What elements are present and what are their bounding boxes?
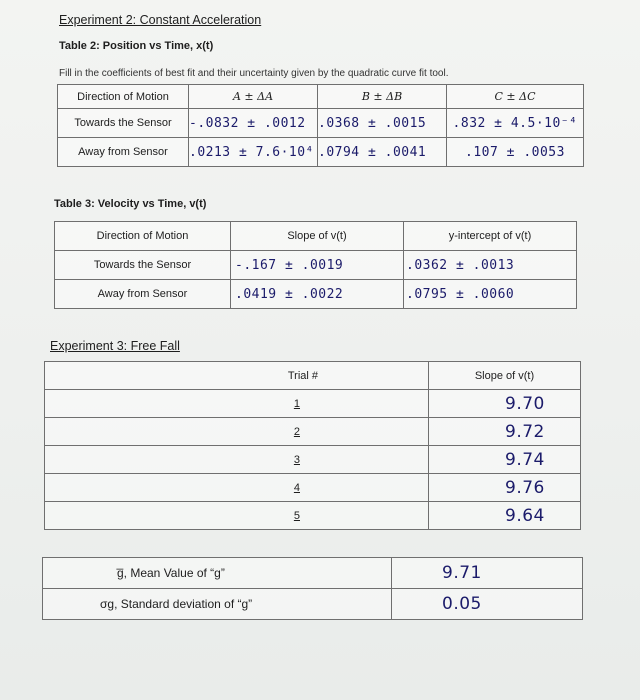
trial-number-cell: 2 (45, 418, 429, 446)
slope-cell: 9.74 (429, 446, 581, 474)
mean-g-label: g̅, Mean Value of “g” (43, 558, 392, 589)
intercept-cell: .0362 ± .0013 (404, 251, 577, 280)
trial-number-cell: 3 (45, 446, 429, 474)
std-dev-value: 0.05 (392, 589, 583, 620)
table-row (55, 251, 577, 280)
summary-table (42, 557, 583, 620)
trial-number-cell: 4 (45, 474, 429, 502)
slope-cell: -.167 ± .0019 (231, 251, 404, 280)
table-row (45, 418, 581, 446)
column-header-c: C ± ΔC (447, 85, 584, 109)
column-header-direction: Direction of Motion (55, 222, 231, 251)
column-header-slope: Slope of v(t) (231, 222, 404, 251)
column-header-slope: Slope of v(t) (429, 362, 581, 390)
slope-cell: 9.64 (429, 502, 581, 530)
table-row (55, 280, 577, 309)
position-table (57, 84, 584, 167)
experiment-2-title: Experiment 2: Constant Acceleration (59, 13, 262, 27)
coefficient-c-cell: .107 ± .0053 (447, 138, 584, 167)
table-row (58, 109, 584, 138)
trial-number-cell: 5 (45, 502, 429, 530)
coefficient-a-cell: -.0832 ± .0012 (189, 109, 318, 138)
slope-cell: 9.70 (429, 390, 581, 418)
table-2-caption: Table 2: Position vs Time, x(t) (59, 40, 214, 52)
column-header-intercept: y-intercept of v(t) (404, 222, 577, 251)
table-header-row (58, 85, 584, 109)
coefficient-b-cell: .0794 ± .0041 (318, 138, 447, 167)
table-row (43, 558, 583, 589)
column-header-b: B ± ΔB (318, 85, 447, 109)
std-dev-label: σg, Standard deviation of “g” (43, 589, 392, 620)
experiment-3-title: Experiment 3: Free Fall (50, 339, 180, 353)
slope-cell: 9.72 (429, 418, 581, 446)
table-row (45, 446, 581, 474)
coefficient-c-cell: .832 ± 4.5·10⁻⁴ (447, 109, 584, 138)
table-row (45, 474, 581, 502)
mean-g-value: 9.71 (392, 558, 583, 589)
trial-number-cell: 1 (45, 390, 429, 418)
column-header-trial: Trial # (45, 362, 429, 390)
table-3-caption: Table 3: Velocity vs Time, v(t) (54, 198, 207, 210)
table-row (43, 589, 583, 620)
column-header-a: A ± ΔA (189, 85, 318, 109)
direction-cell: Towards the Sensor (55, 251, 231, 280)
free-fall-table (44, 361, 581, 530)
coefficient-b-cell: .0368 ± .0015 (318, 109, 447, 138)
column-header-direction: Direction of Motion (58, 85, 189, 109)
table-row (58, 138, 584, 167)
table-header-row (45, 362, 581, 390)
coefficient-a-cell: .0213 ± 7.6·10⁴ (189, 138, 318, 167)
instruction-text: Fill in the coefficients of best fit and their uncertainty given by the quadratic curve fit tool. (59, 68, 449, 79)
intercept-cell: .0795 ± .0060 (404, 280, 577, 309)
table-header-row (55, 222, 577, 251)
velocity-table (54, 221, 577, 309)
direction-cell: Away from Sensor (55, 280, 231, 309)
direction-cell: Away from Sensor (58, 138, 189, 167)
table-row (45, 390, 581, 418)
slope-cell: 9.76 (429, 474, 581, 502)
table-row (45, 502, 581, 530)
slope-cell: .0419 ± .0022 (231, 280, 404, 309)
direction-cell: Towards the Sensor (58, 109, 189, 138)
